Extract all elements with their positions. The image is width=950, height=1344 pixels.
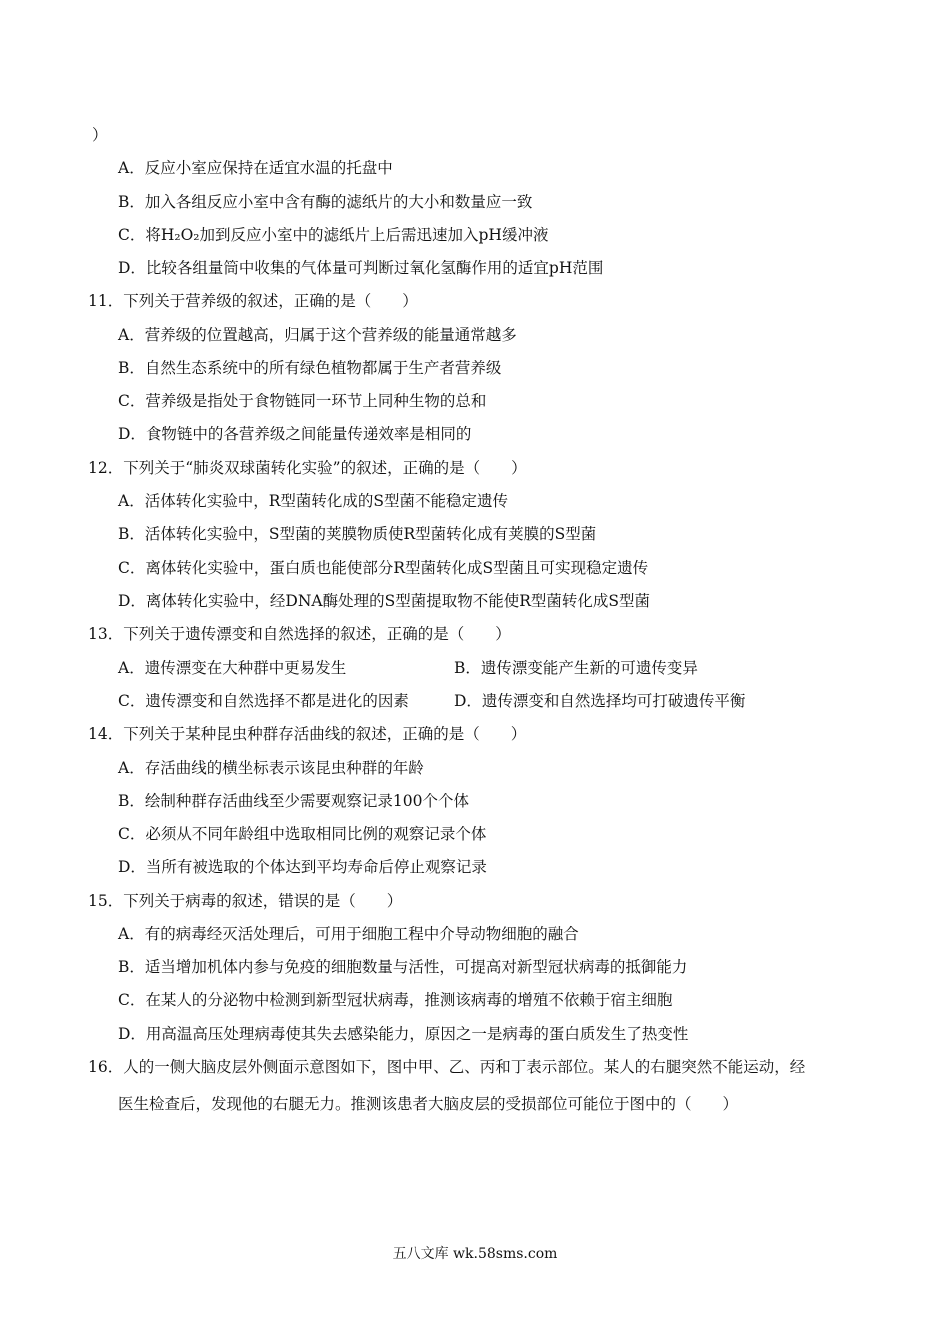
q14-option-c: C．必须从不同年龄组中选取相同比例的观察记录个体: [118, 825, 487, 843]
q11-option-c: C．营养级是指处于食物链同一环节上同种生物的总和: [118, 392, 487, 410]
question-10-closing-paren: ）: [92, 126, 108, 144]
q15-option-d: D．用高温高压处理病毒使其失去感染能力，原因之一是病毒的蛋白质发生了热变性: [118, 1025, 689, 1043]
q12-option-d: D．离体转化实验中，经DNA酶处理的S型菌提取物不能使R型菌转化成S型菌: [118, 592, 651, 610]
q12-option-a: A．活体转化实验中，R型菌转化成的S型菌不能稳定遗传: [118, 492, 508, 510]
q13-stem: 13．下列关于遗传漂变和自然选择的叙述，正确的是（ ）: [88, 625, 511, 643]
q15-option-c: C．在某人的分泌物中检测到新型冠状病毒，推测该病毒的增殖不依赖于宿主细胞: [118, 991, 673, 1009]
q14-option-b: B．绘制种群存活曲线至少需要观察记录100个个体: [118, 792, 469, 810]
q12-option-c: C．离体转化实验中，蛋白质也能使部分R型菌转化成S型菌且可实现稳定遗传: [118, 559, 649, 577]
q13-option-d: D．遗传漂变和自然选择均可打破遗传平衡: [454, 692, 746, 710]
q15-option-b: B．适当增加机体内参与免疫的细胞数量与活性，可提高对新型冠状病毒的抵御能力: [118, 958, 688, 976]
q12-stem: 12．下列关于“肺炎双球菌转化实验”的叙述，正确的是（ ）: [88, 459, 527, 477]
q16-stem-line2: 医生检查后，发现他的右腿无力。推测该患者大脑皮层的受损部位可能位于图中的（ ）: [118, 1095, 739, 1113]
q10-option-d: D．比较各组量筒中收集的气体量可判断过氧化氢酶作用的适宜pH范围: [118, 259, 604, 277]
q11-option-d: D．食物链中的各营养级之间能量传递效率是相同的: [118, 425, 472, 443]
q10-option-c: C．将H₂O₂加到反应小室中的滤纸片上后需迅速加入pH缓冲液: [118, 226, 549, 244]
q13-option-c: C．遗传漂变和自然选择不都是进化的因素: [118, 692, 409, 710]
q13-option-b: B．遗传漂变能产生新的可遗传变异: [454, 659, 698, 677]
q10-option-a: A．反应小室应保持在适宜水温的托盘中: [118, 159, 393, 177]
q12-option-b: B．活体转化实验中，S型菌的荚膜物质使R型菌转化成有荚膜的S型菌: [118, 525, 597, 543]
q15-stem: 15．下列关于病毒的叙述，错误的是（ ）: [88, 892, 403, 910]
q14-option-d: D．当所有被选取的个体达到平均寿命后停止观察记录: [118, 858, 487, 876]
q13-option-a: A．遗传漂变在大种群中更易发生: [118, 659, 347, 677]
q11-stem: 11．下列关于营养级的叙述，正确的是（ ）: [88, 292, 418, 310]
q10-option-b: B．加入各组反应小室中含有酶的滤纸片的大小和数量应一致: [118, 193, 533, 211]
q15-option-a: A．有的病毒经灭活处理后，可用于细胞工程中介导动物细胞的融合: [118, 925, 579, 943]
q14-option-a: A．存活曲线的横坐标表示该昆虫种群的年龄: [118, 759, 424, 777]
q16-stem-line1: 16．人的一侧大脑皮层外侧面示意图如下，图中甲、乙、丙和丁表示部位。某人的右腿突然不能运动，经: [88, 1058, 806, 1076]
q11-option-a: A．营养级的位置越高，归属于这个营养级的能量通常越多: [118, 326, 517, 344]
q11-option-b: B．自然生态系统中的所有绿色植物都属于生产者营养级: [118, 359, 502, 377]
q14-stem: 14．下列关于某种昆虫种群存活曲线的叙述，正确的是（ ）: [88, 725, 527, 743]
page-footer: 五八文库 wk.58sms.com: [392, 1246, 558, 1262]
